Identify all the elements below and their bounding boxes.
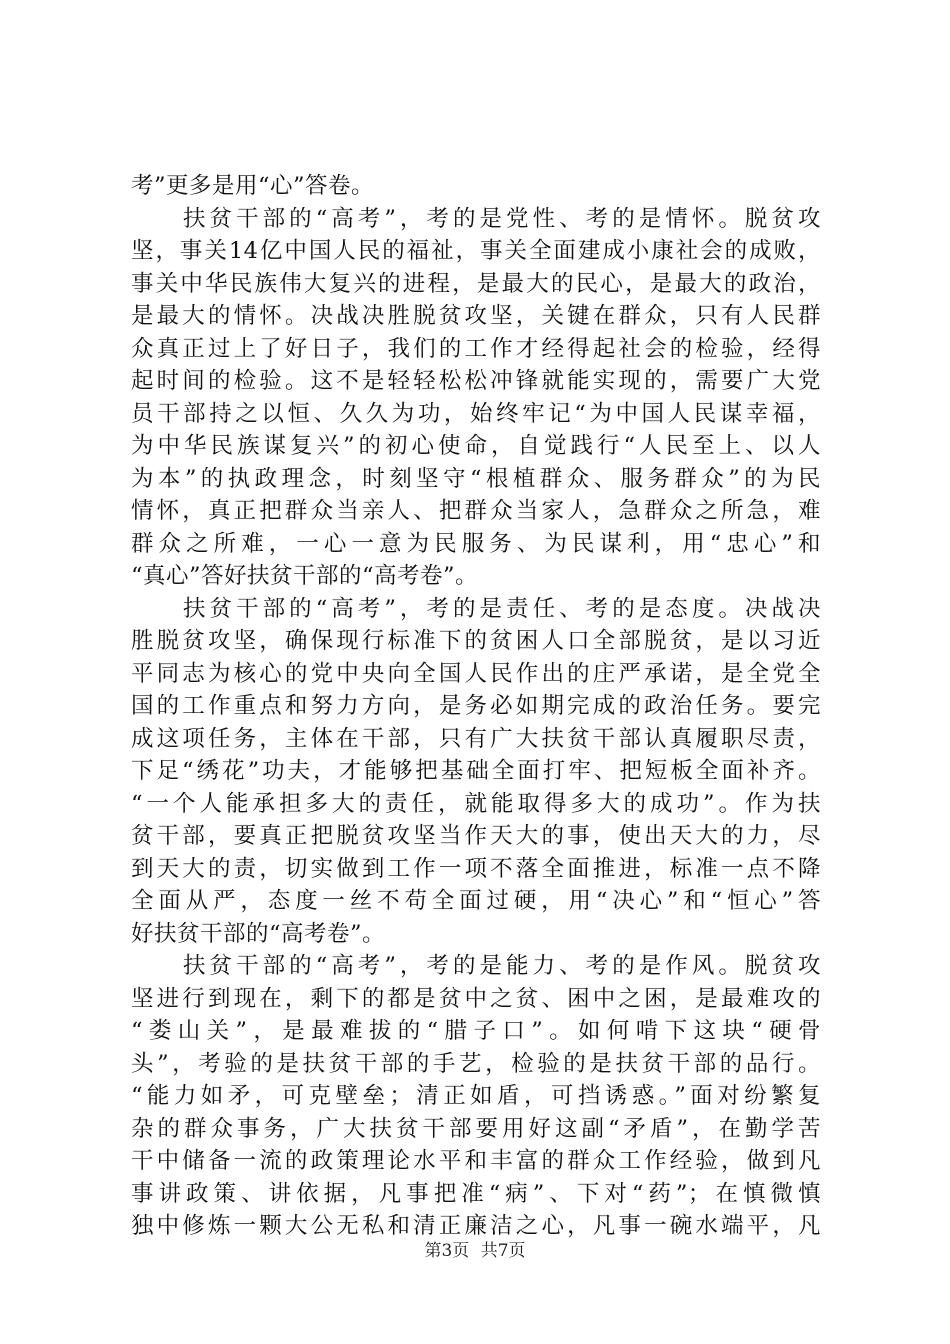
text-line: 干中储备一流的政策理论水平和丰富的群众工作经验，做到凡 [131, 1148, 821, 1174]
text-line: 国的工作重点和努力方向，是务必如期完成的政治任务。要完 [131, 693, 821, 719]
text-line: “一个人能承担多大的责任，就能取得多大的成功”。作为扶 [131, 790, 821, 817]
text-line: 事关中华民族伟大复兴的进程，是最大的民心，是最大的政治， [131, 270, 821, 297]
text-line: 起时间的检验。这不是轻轻松松冲锋就能实现的，需要广大党 [131, 368, 821, 394]
text-line: 贫干部，要真正把脱贫攻坚当作天大的事，使出天大的力，尽 [131, 823, 821, 849]
text-line: 胜脱贫攻坚，确保现行标准下的贫困人口全部脱贫，是以习近 [131, 628, 821, 654]
text-line: 考”更多是用“心”答卷。 [131, 173, 375, 199]
text-line: 扶贫干部的“高考”，考的是能力、考的是作风。脱贫攻 [183, 953, 821, 979]
text-line: 下足“绣花”功夫，才能够把基础全面打牢、把短板全面补齐。 [131, 758, 821, 784]
page-number: 第3页 [424, 1241, 470, 1261]
text-line: 坚进行到现在，剩下的都是贫中之贫、困中之困，是最难攻的 [131, 985, 821, 1012]
text-line: “娄山关”，是最难拔的“腊子口”。如何啃下这块“硬骨 [131, 1018, 821, 1044]
text-line: 是最大的情怀。决战决胜脱贫攻坚，关键在群众，只有人民群 [131, 303, 821, 329]
page-total: 共7页 [480, 1241, 526, 1261]
text-line: 到天大的责，切实做到工作一项不落全面推进，标准一点不降 [131, 855, 821, 882]
text-line: 为本”的执政理念，时刻坚守“根植群众、服务群众”的为民 [131, 465, 821, 492]
text-line: 成这项任务，主体在干部，只有广大扶贫干部认真履职尽责， [131, 725, 821, 752]
text-line: 平同志为核心的党中央向全国人民作出的庄严承诺，是全党全 [131, 660, 821, 687]
text-line: 情怀，真正把群众当亲人、把群众当家人，急群众之所急，难 [131, 498, 821, 524]
body-text [131, 170, 821, 1243]
text-line: 为中华民族谋复兴”的初心使命，自觉践行“人民至上、以人 [131, 433, 821, 459]
text-line: 独中修炼一颗大公无私和清正廉洁之心，凡事一碗水端平，凡 [131, 1213, 821, 1239]
page-footer [0, 1240, 950, 1262]
text-line: 群众之所难，一心一意为民服务、为民谋利，用“忠心”和 [131, 530, 821, 557]
text-line: 全面从严，态度一丝不苟全面过硬，用“决心”和“恒心”答 [131, 888, 821, 914]
text-line: 头”，考验的是扶贫干部的手艺，检验的是扶贫干部的品行。 [131, 1050, 821, 1077]
text-line: 员干部持之以恒、久久为功，始终牢记“为中国人民谋幸福， [131, 400, 821, 427]
text-line: 扶贫干部的“高考”，考的是党性、考的是情怀。脱贫攻 [183, 205, 821, 232]
text-line: 杂的群众事务，广大扶贫干部要用好这副“矛盾”，在勤学苦 [131, 1115, 821, 1142]
text-line: 众真正过上了好日子，我们的工作才经得起社会的检验，经得 [131, 335, 821, 362]
text-line: 好扶贫干部的“高考卷”。 [131, 920, 386, 947]
text-line: “能力如矛，可克壁垒；清正如盾，可挡诱惑。”面对纷繁复 [131, 1083, 821, 1109]
text-line: “真心”答好扶贫干部的“高考卷”。 [131, 563, 479, 589]
text-line: 坚，事关14亿中国人民的福祉，事关全面建成小康社会的成败， [131, 238, 821, 264]
text-line: 扶贫干部的“高考”，考的是责任、考的是态度。决战决 [183, 595, 821, 622]
text-line: 事讲政策、讲依据，凡事把准“病”、下对“药”；在慎微慎 [131, 1180, 821, 1207]
